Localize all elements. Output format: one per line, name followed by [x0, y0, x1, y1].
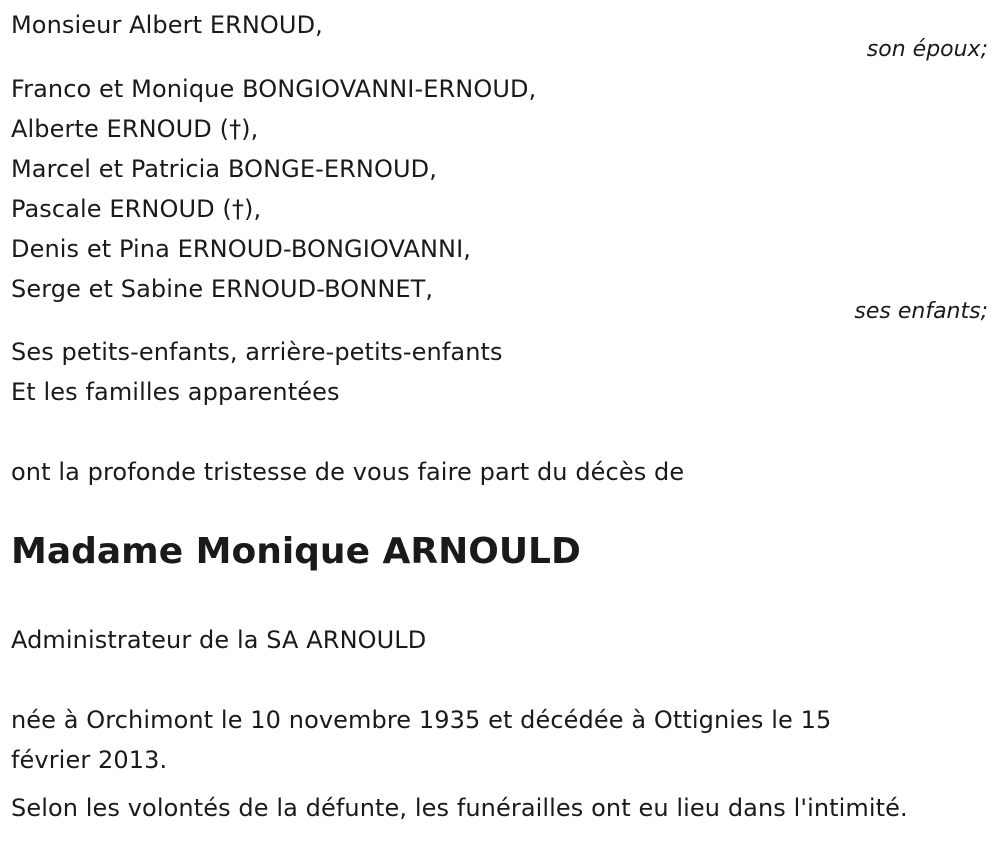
family-line: Et les familles apparentées [11, 378, 340, 406]
child-line: Denis et Pina ERNOUD-BONGIOVANNI, [11, 235, 472, 263]
deceased-name: Madame Monique ARNOULD [11, 531, 581, 572]
child-line: Franco et Monique BONGIOVANNI-ERNOUD, [11, 75, 537, 103]
spouse-role: son époux; [866, 37, 988, 62]
birth-death-line: février 2013. [11, 746, 168, 774]
birth-death-line: née à Orchimont le 10 novembre 1935 et décédée à Ottignies le 15 [11, 706, 832, 734]
funeral-note: Selon les volontés de la défunte, les funérailles ont eu lieu dans l'intimité. [11, 794, 908, 822]
spouse-line: Monsieur Albert ERNOUD, [11, 11, 323, 39]
child-line: Alberte ERNOUD (†), [11, 115, 259, 143]
family-line: Ses petits-enfants, arrière-petits-enfants [11, 338, 503, 366]
child-line: Marcel et Patricia BONGE-ERNOUD, [11, 155, 437, 183]
deceased-title: Administrateur de la SA ARNOULD [11, 626, 427, 654]
child-line: Pascale ERNOUD (†), [11, 195, 262, 223]
child-line: Serge et Sabine ERNOUD-BONNET, [11, 275, 434, 303]
intro-text: ont la profonde tristesse de vous faire part du décès de [11, 458, 685, 486]
children-role: ses enfants; [854, 299, 988, 324]
